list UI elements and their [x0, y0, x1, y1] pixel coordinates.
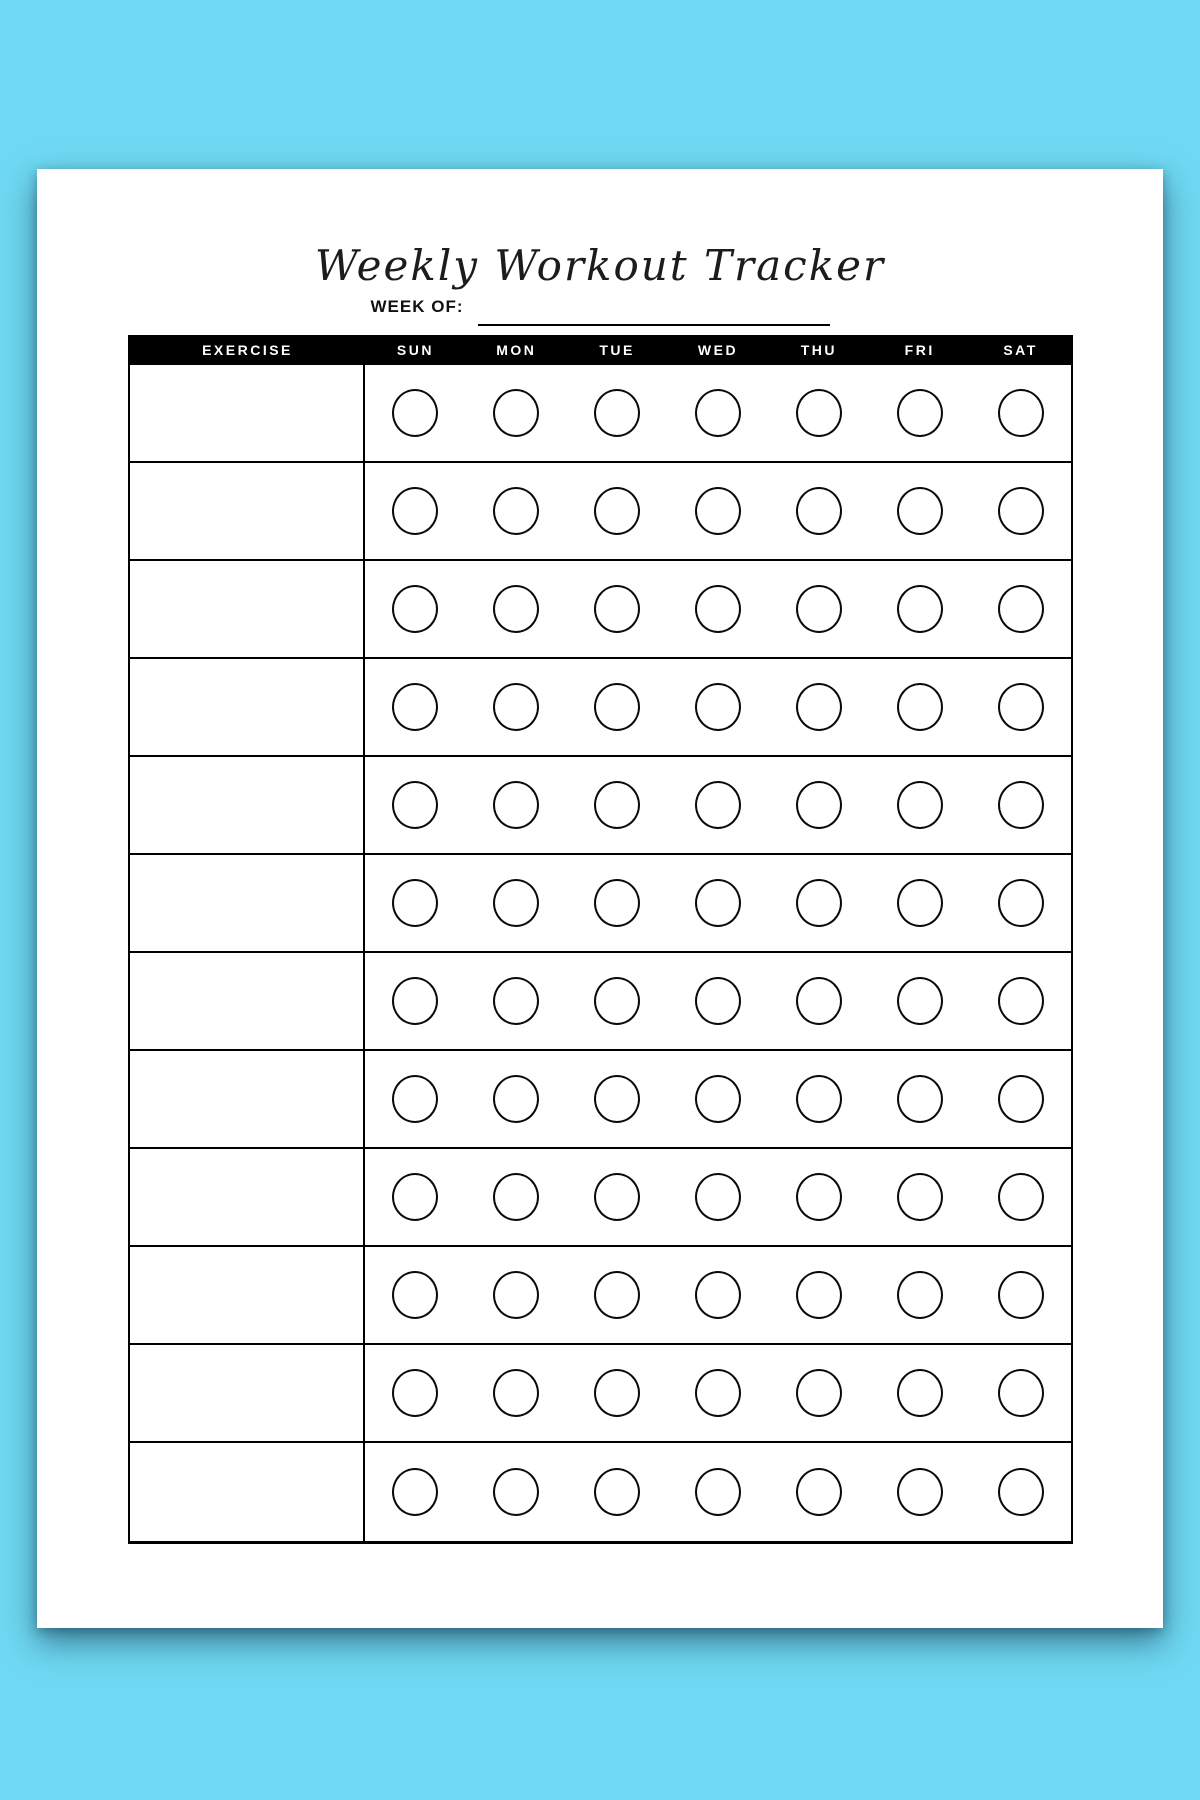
day-circle	[695, 487, 741, 535]
day-circle	[897, 1468, 943, 1516]
day-circle	[897, 1271, 943, 1319]
day-circle	[897, 1075, 943, 1123]
day-cell	[970, 561, 1071, 657]
day-circle	[493, 879, 539, 927]
day-circle	[998, 977, 1044, 1025]
day-cell	[970, 1149, 1071, 1245]
day-circle	[695, 1173, 741, 1221]
day-circle	[796, 389, 842, 437]
day-circle	[796, 1468, 842, 1516]
day-circle	[493, 389, 539, 437]
day-cell	[466, 659, 567, 755]
day-cell	[466, 855, 567, 951]
day-circle	[998, 1271, 1044, 1319]
day-circle	[594, 585, 640, 633]
table-row	[130, 463, 1071, 561]
day-cell	[466, 1149, 567, 1245]
day-circle	[897, 487, 943, 535]
day-cell	[970, 1247, 1071, 1343]
day-circle	[594, 1369, 640, 1417]
day-circle	[998, 1075, 1044, 1123]
day-cell	[768, 1149, 869, 1245]
day-cell	[869, 1149, 970, 1245]
day-circle	[897, 683, 943, 731]
day-cell	[768, 1247, 869, 1343]
day-cell	[768, 365, 869, 461]
day-circle	[998, 1369, 1044, 1417]
day-circle	[392, 389, 438, 437]
day-circle	[998, 487, 1044, 535]
day-circle	[392, 1075, 438, 1123]
day-circle	[897, 585, 943, 633]
day-cell	[365, 1051, 466, 1147]
day-cell	[668, 1443, 769, 1541]
day-cell	[768, 855, 869, 951]
day-cell	[365, 463, 466, 559]
table-row	[130, 855, 1071, 953]
day-circle	[493, 1271, 539, 1319]
day-circle	[998, 781, 1044, 829]
day-cell	[869, 1051, 970, 1147]
day-circle	[796, 1369, 842, 1417]
day-circle	[392, 879, 438, 927]
day-cell	[970, 463, 1071, 559]
table-row	[130, 953, 1071, 1051]
day-circle	[897, 879, 943, 927]
day-cell	[869, 1443, 970, 1541]
week-of-blank-line	[478, 306, 830, 326]
day-circle	[493, 487, 539, 535]
day-cell	[970, 365, 1071, 461]
day-cell	[768, 463, 869, 559]
day-circle	[695, 781, 741, 829]
day-cell	[668, 463, 769, 559]
day-cell	[668, 1247, 769, 1343]
day-cell	[668, 365, 769, 461]
day-cell	[567, 463, 668, 559]
day-cell	[365, 1247, 466, 1343]
day-circle	[897, 1173, 943, 1221]
day-cell	[668, 757, 769, 853]
day-cell	[869, 659, 970, 755]
day-circle	[796, 1075, 842, 1123]
day-cell	[970, 757, 1071, 853]
day-circle	[594, 977, 640, 1025]
column-header-fri: FRI	[904, 342, 935, 358]
day-cell	[668, 1149, 769, 1245]
day-circle	[695, 683, 741, 731]
day-circle	[594, 389, 640, 437]
day-circle	[392, 781, 438, 829]
table-row	[130, 1345, 1071, 1443]
tracker-table	[128, 335, 1073, 1544]
day-circle	[493, 683, 539, 731]
day-cell	[365, 1345, 466, 1441]
day-cell	[365, 1443, 466, 1541]
day-cell	[466, 757, 567, 853]
day-circle	[594, 487, 640, 535]
day-cell	[466, 953, 567, 1049]
day-circle	[594, 879, 640, 927]
day-circle	[392, 977, 438, 1025]
day-circle	[796, 1173, 842, 1221]
day-circle	[695, 879, 741, 927]
day-circle	[796, 683, 842, 731]
day-cell	[668, 1345, 769, 1441]
day-circle	[998, 389, 1044, 437]
day-cell	[466, 561, 567, 657]
table-row	[130, 757, 1071, 855]
column-header-sat: SAT	[1003, 342, 1038, 358]
day-cell	[567, 365, 668, 461]
day-circle	[695, 1271, 741, 1319]
day-cell	[365, 365, 466, 461]
day-cell	[365, 757, 466, 853]
day-cell	[768, 561, 869, 657]
day-circle	[392, 1369, 438, 1417]
day-circle	[392, 1468, 438, 1516]
day-cell	[567, 1247, 668, 1343]
table-header-row	[130, 335, 1071, 365]
exercise-cell	[130, 659, 365, 755]
column-header-exercise: EXERCISE	[202, 342, 293, 358]
day-cell	[970, 1345, 1071, 1441]
day-circle	[796, 977, 842, 1025]
day-circle	[594, 1468, 640, 1516]
table-body	[130, 365, 1071, 1541]
day-cell	[365, 561, 466, 657]
day-circle	[392, 1271, 438, 1319]
day-cell	[768, 953, 869, 1049]
day-circle	[998, 1468, 1044, 1516]
day-circle	[695, 1075, 741, 1123]
day-cell	[365, 855, 466, 951]
day-cell	[970, 659, 1071, 755]
day-cell	[768, 1345, 869, 1441]
column-header-thu: THU	[800, 342, 837, 358]
exercise-cell	[130, 365, 365, 461]
day-cell	[365, 1149, 466, 1245]
day-cell	[668, 953, 769, 1049]
table-row	[130, 1443, 1071, 1541]
day-circle	[695, 389, 741, 437]
day-cell	[668, 561, 769, 657]
day-circle	[897, 1369, 943, 1417]
day-cell	[668, 855, 769, 951]
table-row	[130, 659, 1071, 757]
column-header-mon: MON	[496, 342, 537, 358]
day-cell	[668, 659, 769, 755]
day-circle	[493, 1075, 539, 1123]
day-cell	[970, 953, 1071, 1049]
table-row	[130, 1149, 1071, 1247]
table-row	[130, 1051, 1071, 1149]
week-of-row	[37, 297, 1163, 319]
day-cell	[567, 855, 668, 951]
day-cell	[768, 757, 869, 853]
day-cell	[466, 1247, 567, 1343]
day-circle	[897, 977, 943, 1025]
day-cell	[567, 659, 668, 755]
day-cell	[869, 1247, 970, 1343]
day-cell	[869, 1345, 970, 1441]
day-circle	[594, 1173, 640, 1221]
day-circle	[493, 1468, 539, 1516]
day-circle	[695, 1369, 741, 1417]
day-cell	[567, 953, 668, 1049]
day-circle	[493, 585, 539, 633]
exercise-cell	[130, 1051, 365, 1147]
exercise-cell	[130, 855, 365, 951]
day-cell	[869, 855, 970, 951]
day-cell	[567, 1051, 668, 1147]
day-circle	[796, 1271, 842, 1319]
day-cell	[869, 953, 970, 1049]
exercise-cell	[130, 757, 365, 853]
day-circle	[695, 977, 741, 1025]
day-circle	[594, 1271, 640, 1319]
column-header-tue: TUE	[599, 342, 635, 358]
day-cell	[668, 1051, 769, 1147]
day-circle	[392, 1173, 438, 1221]
day-circle	[594, 683, 640, 731]
day-cell	[869, 463, 970, 559]
table-row	[130, 1247, 1071, 1345]
exercise-cell	[130, 1247, 365, 1343]
column-header-sun: SUN	[396, 342, 434, 358]
day-circle	[392, 487, 438, 535]
day-cell	[768, 1051, 869, 1147]
day-circle	[998, 585, 1044, 633]
day-cell	[365, 953, 466, 1049]
day-cell	[567, 1345, 668, 1441]
day-cell	[567, 1443, 668, 1541]
day-circle	[493, 781, 539, 829]
exercise-cell	[130, 463, 365, 559]
day-circle	[695, 585, 741, 633]
exercise-cell	[130, 561, 365, 657]
day-circle	[392, 585, 438, 633]
day-cell	[466, 463, 567, 559]
day-cell	[567, 757, 668, 853]
day-circle	[695, 1468, 741, 1516]
printable-page	[37, 169, 1163, 1628]
day-cell	[567, 561, 668, 657]
day-circle	[796, 879, 842, 927]
day-cell	[466, 1345, 567, 1441]
day-circle	[493, 1369, 539, 1417]
day-circle	[594, 1075, 640, 1123]
day-cell	[466, 1051, 567, 1147]
day-cell	[970, 1051, 1071, 1147]
exercise-cell	[130, 1149, 365, 1245]
day-cell	[970, 1443, 1071, 1541]
day-cell	[567, 1149, 668, 1245]
day-cell	[466, 365, 567, 461]
day-cell	[869, 757, 970, 853]
day-cell	[768, 1443, 869, 1541]
day-circle	[897, 781, 943, 829]
table-row	[130, 365, 1071, 463]
day-circle	[998, 683, 1044, 731]
day-circle	[796, 781, 842, 829]
day-circle	[392, 683, 438, 731]
exercise-cell	[130, 953, 365, 1049]
day-circle	[796, 487, 842, 535]
day-cell	[768, 659, 869, 755]
page-title: Weekly Workout Tracker	[314, 241, 886, 290]
exercise-cell	[130, 1345, 365, 1441]
day-circle	[998, 879, 1044, 927]
week-of-label: WEEK OF:	[370, 297, 464, 316]
day-cell	[365, 659, 466, 755]
day-circle	[493, 977, 539, 1025]
day-cell	[869, 561, 970, 657]
day-circle	[897, 389, 943, 437]
day-circle	[493, 1173, 539, 1221]
day-cell	[466, 1443, 567, 1541]
day-cell	[970, 855, 1071, 951]
day-circle	[594, 781, 640, 829]
table-row	[130, 561, 1071, 659]
day-cell	[869, 365, 970, 461]
column-header-wed: WED	[697, 342, 739, 358]
day-circle	[998, 1173, 1044, 1221]
day-circle	[796, 585, 842, 633]
exercise-cell	[130, 1443, 365, 1541]
